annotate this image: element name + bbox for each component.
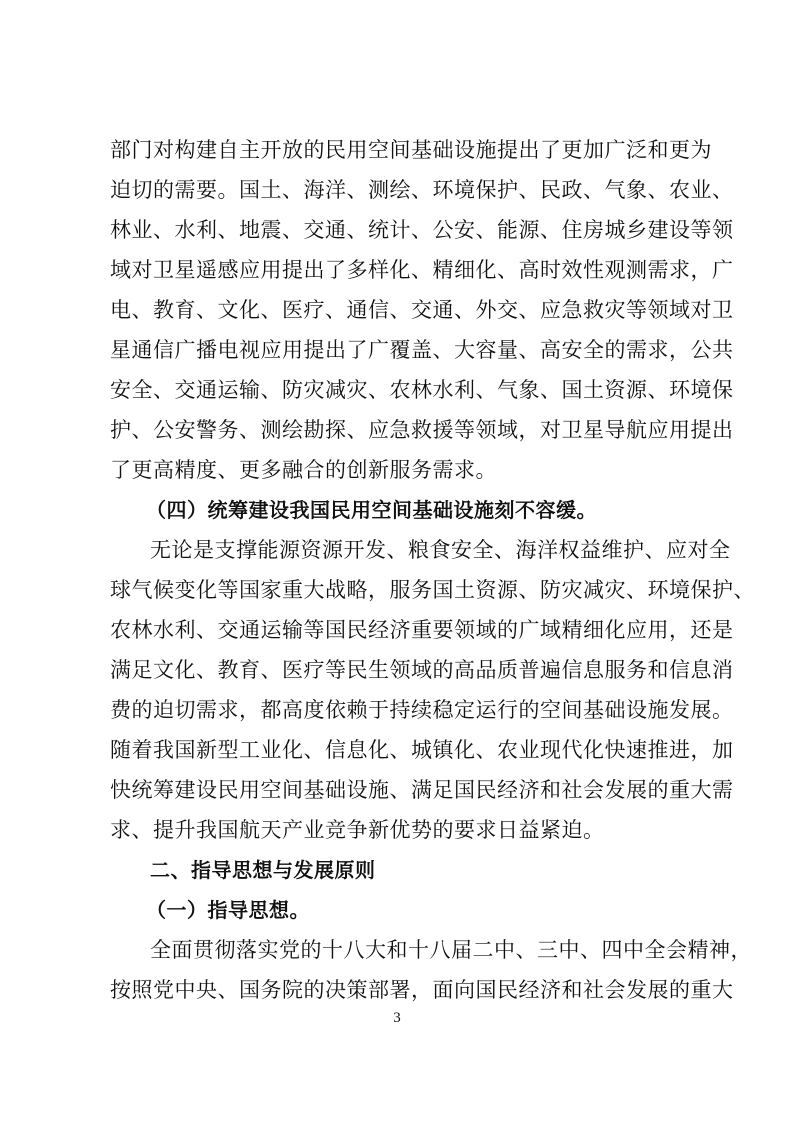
para2-line-5: 费的迫切需求，都高度依赖于持续稳定运行的空间基础设施发展。 — [110, 698, 734, 722]
para3-line-1: 全面贯彻落实党的十八大和十八届二中、三中、四中全会精神， — [150, 938, 752, 962]
para1-line-9: 了更高精度、更多融合的创新服务需求。 — [110, 458, 497, 482]
para2-line-4: 满足文化、教育、医疗等民生领域的高品质普遍信息服务和信息消 — [110, 658, 734, 682]
para2-line-7: 快统筹建设民用空间基础设施、满足国民经济和社会发展的重大需 — [110, 778, 734, 802]
section-2-heading: 二、指导思想与发展原则 — [150, 858, 376, 882]
para2-line-2: 球气候变化等国家重大战略，服务国土资源、防灾减灾、环境保护、 — [110, 578, 755, 602]
para2-line-6: 随着我国新型工业化、信息化、城镇化、农业现代化快速推进，加 — [110, 738, 734, 762]
para2-line-3: 农林水利、交通运输等国民经济重要领域的广域精细化应用，还是 — [110, 618, 734, 642]
subheading-guiding-thought: （一）指导思想。 — [146, 898, 310, 922]
para3-line-2: 按照党中央、国务院的决策部署，面向国民经济和社会发展的重大 — [110, 978, 734, 1002]
para1-line-1: 部门对构建自主开放的民用空间基础设施提出了更加广泛和更为 — [110, 138, 712, 162]
para2-line-1: 无论是支撑能源资源开发、粮食安全、海洋权益维护、应对全 — [150, 538, 731, 562]
para1-line-7: 安全、交通运输、防灾减灾、农林水利、气象、国土资源、环境保 — [110, 378, 734, 402]
para1-line-3: 林业、水利、地震、交通、统计、公安、能源、住房城乡建设等领 — [110, 218, 734, 242]
para1-line-2: 迫切的需要。国土、海洋、测绘、环境保护、民政、气象、农业、 — [110, 178, 734, 202]
para2-line-8: 求、提升我国航天产业竞争新优势的要求日益紧迫。 — [110, 818, 605, 842]
para1-line-5: 电、教育、文化、医疗、通信、交通、外交、应急救灾等领域对卫 — [110, 298, 734, 322]
para1-line-8: 护、公安警务、测绘勘探、应急救援等领域，对卫星导航应用提出 — [110, 418, 734, 442]
para1-line-4: 域对卫星遥感应用提出了多样化、精细化、高时效性观测需求，广 — [110, 258, 734, 282]
page-number: 3 — [393, 1010, 401, 1026]
section-heading-4: （四）统筹建设我国民用空间基础设施刻不容缓。 — [146, 498, 597, 522]
para1-line-6: 星通信广播电视应用提出了广覆盖、大容量、高安全的需求，公共 — [110, 338, 734, 362]
